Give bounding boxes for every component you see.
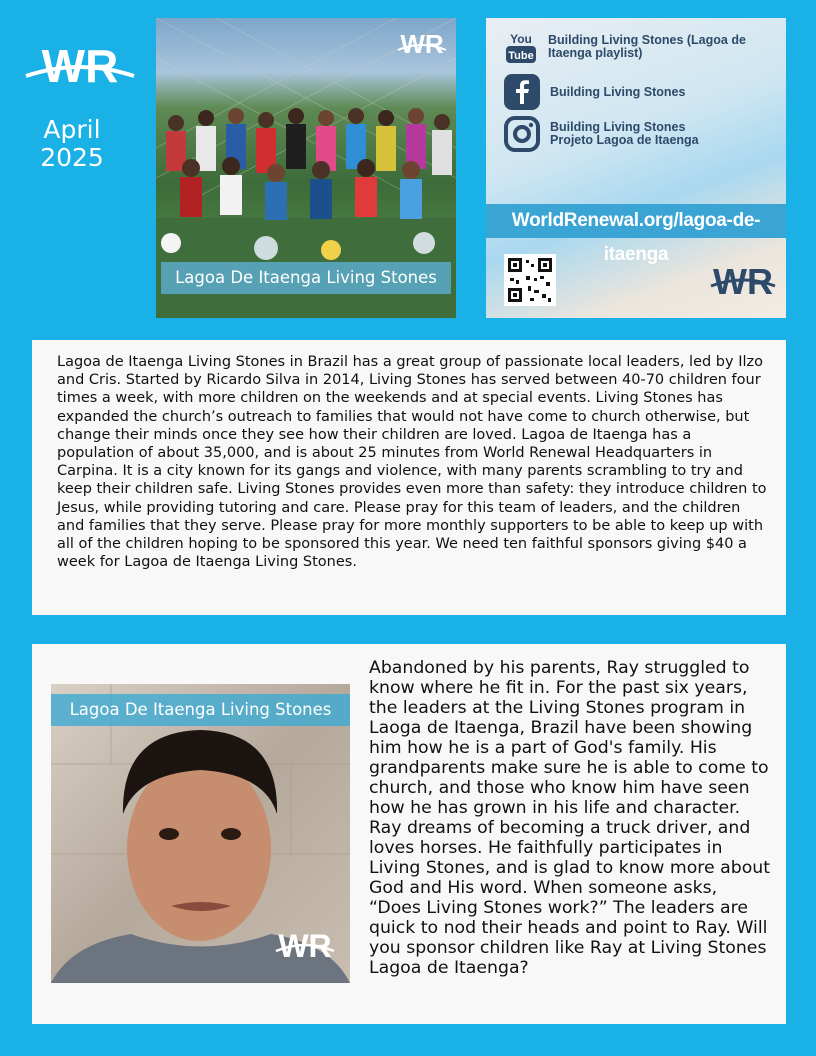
watermark-logo — [396, 26, 448, 60]
facebook-label: Building Living Stones — [550, 84, 686, 99]
world-renewal-logo — [22, 36, 138, 100]
svg-text:Tube: Tube — [508, 50, 534, 62]
ray-photo — [51, 684, 350, 983]
world-renewal-logo-small — [708, 256, 778, 306]
instagram-label — [550, 121, 699, 147]
ray-photo-caption: Lagoa De Itaenga Living Stones — [51, 694, 350, 726]
watermark-text: WR — [400, 29, 444, 59]
svg-text:You: You — [510, 32, 532, 46]
panel-logo-text: WR — [713, 261, 773, 302]
instagram-icon — [504, 116, 540, 152]
issue-year: 2025 — [40, 143, 104, 172]
issue-date — [22, 116, 122, 172]
group-photo — [156, 18, 456, 318]
instagram-link[interactable] — [504, 116, 699, 152]
intro-text-box — [32, 340, 786, 615]
ray-story-paragraph: Abandoned by his parents, Ray struggled to know where he fit in. For the past six years, the leaders at the Living Stones program in Laoga de Itaenga, Brazil have been showing him how he is a part of God's family. His grandparents make sure he is able to come to church, and those who know him have seen how he has grown in his life and character. Ray dreams of becoming a truck driver, and loves horses. He faithfully participates in Living Stones, and is glad to know more about God and His word. When someone asks, “Does Living Stones work?” The leaders are quick to nod their heads and point to Ray. Will you sponsor children like Ray at Living Stones Lagoa de Itaenga? — [369, 658, 771, 978]
intro-paragraph: Lagoa de Itaenga Living Stones in Brazil has a great group of passionate local leaders, led by Ilzo and Cris. Started by Ricardo Silva in 2014, Living Stones has served between 40-70 children four times a week, with more children on the weekends and at special events. Living Stones has expanded the church’s outreach to families that would not have come to church otherwise, but change their minds once they see how their children are loved. Lagoa de Itaenga has a population of about 35,000, and is about 25 minutes from World Renewal Headquarters in Carpina. It is a city known for its gangs and violence, with many parents scrambling to try and keep their children safe. Living Stones provides even more than safety: they introduce children to Jesus, while providing tutoring and care. Please pray for this team of leaders, and the children and families that they serve. Please pray for more monthly supporters to be able to keep up with all of the children hoping to be sponsored this year. We need ten faithful sponsors giving $40 a week for Lagoa de Itaenga Living Stones. — [57, 354, 767, 571]
facebook-link[interactable] — [504, 74, 685, 110]
watermark-logo — [274, 923, 336, 967]
logo-text: WR — [41, 40, 119, 92]
social-media-panel — [486, 18, 786, 318]
youtube-icon — [504, 30, 538, 64]
instagram-label-line-1: Building Living Stones — [550, 120, 686, 134]
facebook-icon — [504, 74, 540, 110]
child-story-box — [32, 644, 786, 1024]
website-url[interactable]: WorldRenewal.org/lagoa-de-itaenga — [486, 204, 786, 238]
youtube-label: Building Living Stones (Lagoa de Itaenga playlist) — [548, 33, 746, 60]
group-photo-caption: Lagoa De Itaenga Living Stones — [161, 262, 451, 294]
qr-code-icon[interactable] — [504, 254, 556, 306]
youtube-link[interactable] — [504, 30, 778, 64]
issue-month: April — [43, 115, 101, 144]
instagram-label-line-2: Projeto Lagoa de Itaenga — [550, 133, 699, 147]
watermark-text: WR — [278, 928, 332, 964]
